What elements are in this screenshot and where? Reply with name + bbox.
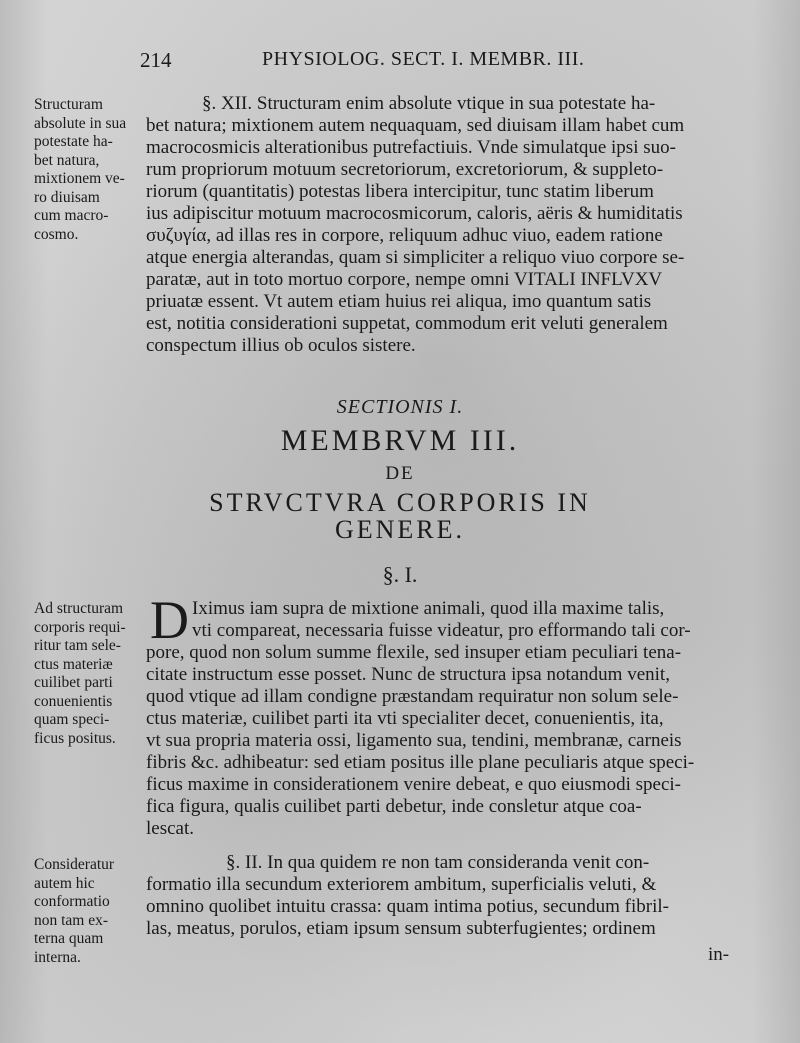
text-line: priuatæ essent. Vt autem etiam huius rei aliqua, imo quantum satis bbox=[146, 291, 652, 312]
chapter-title-line2: GENERE. bbox=[334, 515, 466, 544]
drop-cap: D bbox=[150, 590, 189, 650]
text-line: συζυγία, ad illas res in corpore, reliquum adhuc viuo, eadem ratione bbox=[146, 225, 663, 246]
text-line: conspectum illius ob oculos sistere. bbox=[146, 335, 416, 356]
text-line: formatio illa secundum exteriorem ambitum, superficialis veluti, & bbox=[146, 874, 657, 895]
page-number: 214 bbox=[140, 48, 172, 72]
text-line: Iximus iam supra de mixtione animali, quod illa maxime talis, bbox=[192, 598, 665, 619]
text-line: ficus maxime in considerationem venire debeat, e quo eiusmodi speci- bbox=[146, 774, 681, 795]
text-line: omnino quolibet intuitu crassa: quam intima potius, secundum fibril- bbox=[146, 896, 669, 917]
text-line: bet natura; mixtionem autem nequaquam, sed diuisam illam habet cum bbox=[146, 115, 685, 136]
text-line: ctus materiæ, cuilibet parti ita vti specialiter decet, conuenientis, ita, bbox=[146, 708, 664, 729]
note-line: Consideratur bbox=[34, 856, 115, 873]
text-line: fica figura, qualis cuilibet parti debetur, inde consletur atque coa- bbox=[146, 796, 642, 817]
note-line: non tam ex- bbox=[34, 911, 109, 929]
page-header bbox=[0, 44, 800, 78]
note-line: conformatio bbox=[34, 893, 110, 910]
subsection-number: §. I. bbox=[382, 562, 418, 587]
text-line: rum propriorum motuum secretoriorum, excretoriorum, & suppleto- bbox=[146, 159, 664, 180]
catchword: in- bbox=[708, 944, 730, 965]
note-line: cuilibet parti bbox=[34, 674, 113, 691]
note-line: absolute in sua bbox=[34, 114, 127, 132]
note-line: quam speci- bbox=[34, 711, 110, 728]
text-line: ius adipiscitur motuum macrocosmicorum, caloris, aëris & humiditatis bbox=[146, 203, 683, 224]
note-line: autem hic bbox=[34, 874, 95, 892]
text-line: vt sua propria materia ossi, ligamento sua, tendini, membranæ, carneis bbox=[146, 730, 682, 751]
running-head: PHYSIOLOG. SECT. I. MEMBR. III. bbox=[262, 48, 585, 70]
note-line: mixtionem ve- bbox=[34, 170, 125, 187]
note-line: potestate ha- bbox=[34, 133, 113, 150]
text-line: las, meatus, porulos, etiam ipsum sensum subterfugientes; ordinem bbox=[146, 918, 656, 939]
text-line: vti compareat, necessaria fuisse videatur, pro efformando tali cor- bbox=[192, 620, 691, 641]
note-line: ro diuisam bbox=[34, 188, 100, 206]
margin-note-consideratur bbox=[34, 856, 144, 967]
note-line: ritur tam sele- bbox=[34, 637, 121, 654]
chapter-title-line1: STRVCTVRA CORPORIS IN bbox=[209, 488, 591, 517]
text-line: pore, quod non solum summe flexile, sed insuper etiam peculiari tena- bbox=[146, 642, 682, 663]
note-line: ctus materiæ bbox=[34, 655, 113, 673]
note-line: Structuram bbox=[34, 96, 103, 113]
text-line: fibris &c. adhibeatur: sed etiam positus ille plane peculiaris atque speci- bbox=[146, 752, 695, 773]
note-line: ficus positus. bbox=[34, 729, 116, 747]
text-line: macrocosmicis alterationibus putrefactiuis. Vnde simulatque ipsi suo- bbox=[146, 137, 676, 158]
note-line: terna quam bbox=[34, 930, 104, 947]
margin-note-structuram bbox=[34, 96, 144, 244]
note-line: cosmo. bbox=[34, 225, 79, 243]
text-line: citate instructum esse posset. Nunc de structura ipsa notandum venit, bbox=[146, 664, 670, 685]
text-line: paratæ, aut in toto mortuo corpore, nempe omni VITALI INFLVXV bbox=[146, 269, 663, 290]
note-line: Ad structuram bbox=[34, 600, 124, 617]
paragraph-i bbox=[146, 598, 740, 840]
note-line: interna. bbox=[34, 948, 81, 966]
text-line: §. XII. Structuram enim absolute vtique in sua potestate ha- bbox=[202, 93, 656, 114]
note-line: bet natura, bbox=[34, 151, 100, 169]
margin-note-ad-structuram bbox=[34, 600, 144, 748]
membrum-heading: MEMBRVM III. bbox=[280, 424, 520, 457]
text-line: quod vtique ad illam condigne præstandam requiratur non solum sele- bbox=[146, 686, 679, 707]
text-line: lescat. bbox=[146, 818, 195, 839]
note-line: conuenientis bbox=[34, 692, 113, 710]
text-line: riorum (quantitatis) potestas libera intercipitur, tunc statim liberum bbox=[146, 181, 654, 202]
section-label: SECTIONIS I. bbox=[336, 396, 464, 418]
text-line: est, notitia considerationi suppetat, commodum erit veluti generalem bbox=[146, 313, 668, 334]
text-line: §. II. In qua quidem re non tam consideranda venit con- bbox=[226, 852, 650, 873]
paragraph-ii bbox=[146, 852, 740, 940]
note-line: cum macro- bbox=[34, 207, 109, 224]
note-line: corporis requi- bbox=[34, 618, 126, 636]
heading-de: DE bbox=[385, 463, 415, 484]
paragraph-xii bbox=[146, 93, 740, 357]
text-line: atque energia alterandas, quam si simpliciter a reliquo viuo corpore se- bbox=[146, 247, 685, 268]
